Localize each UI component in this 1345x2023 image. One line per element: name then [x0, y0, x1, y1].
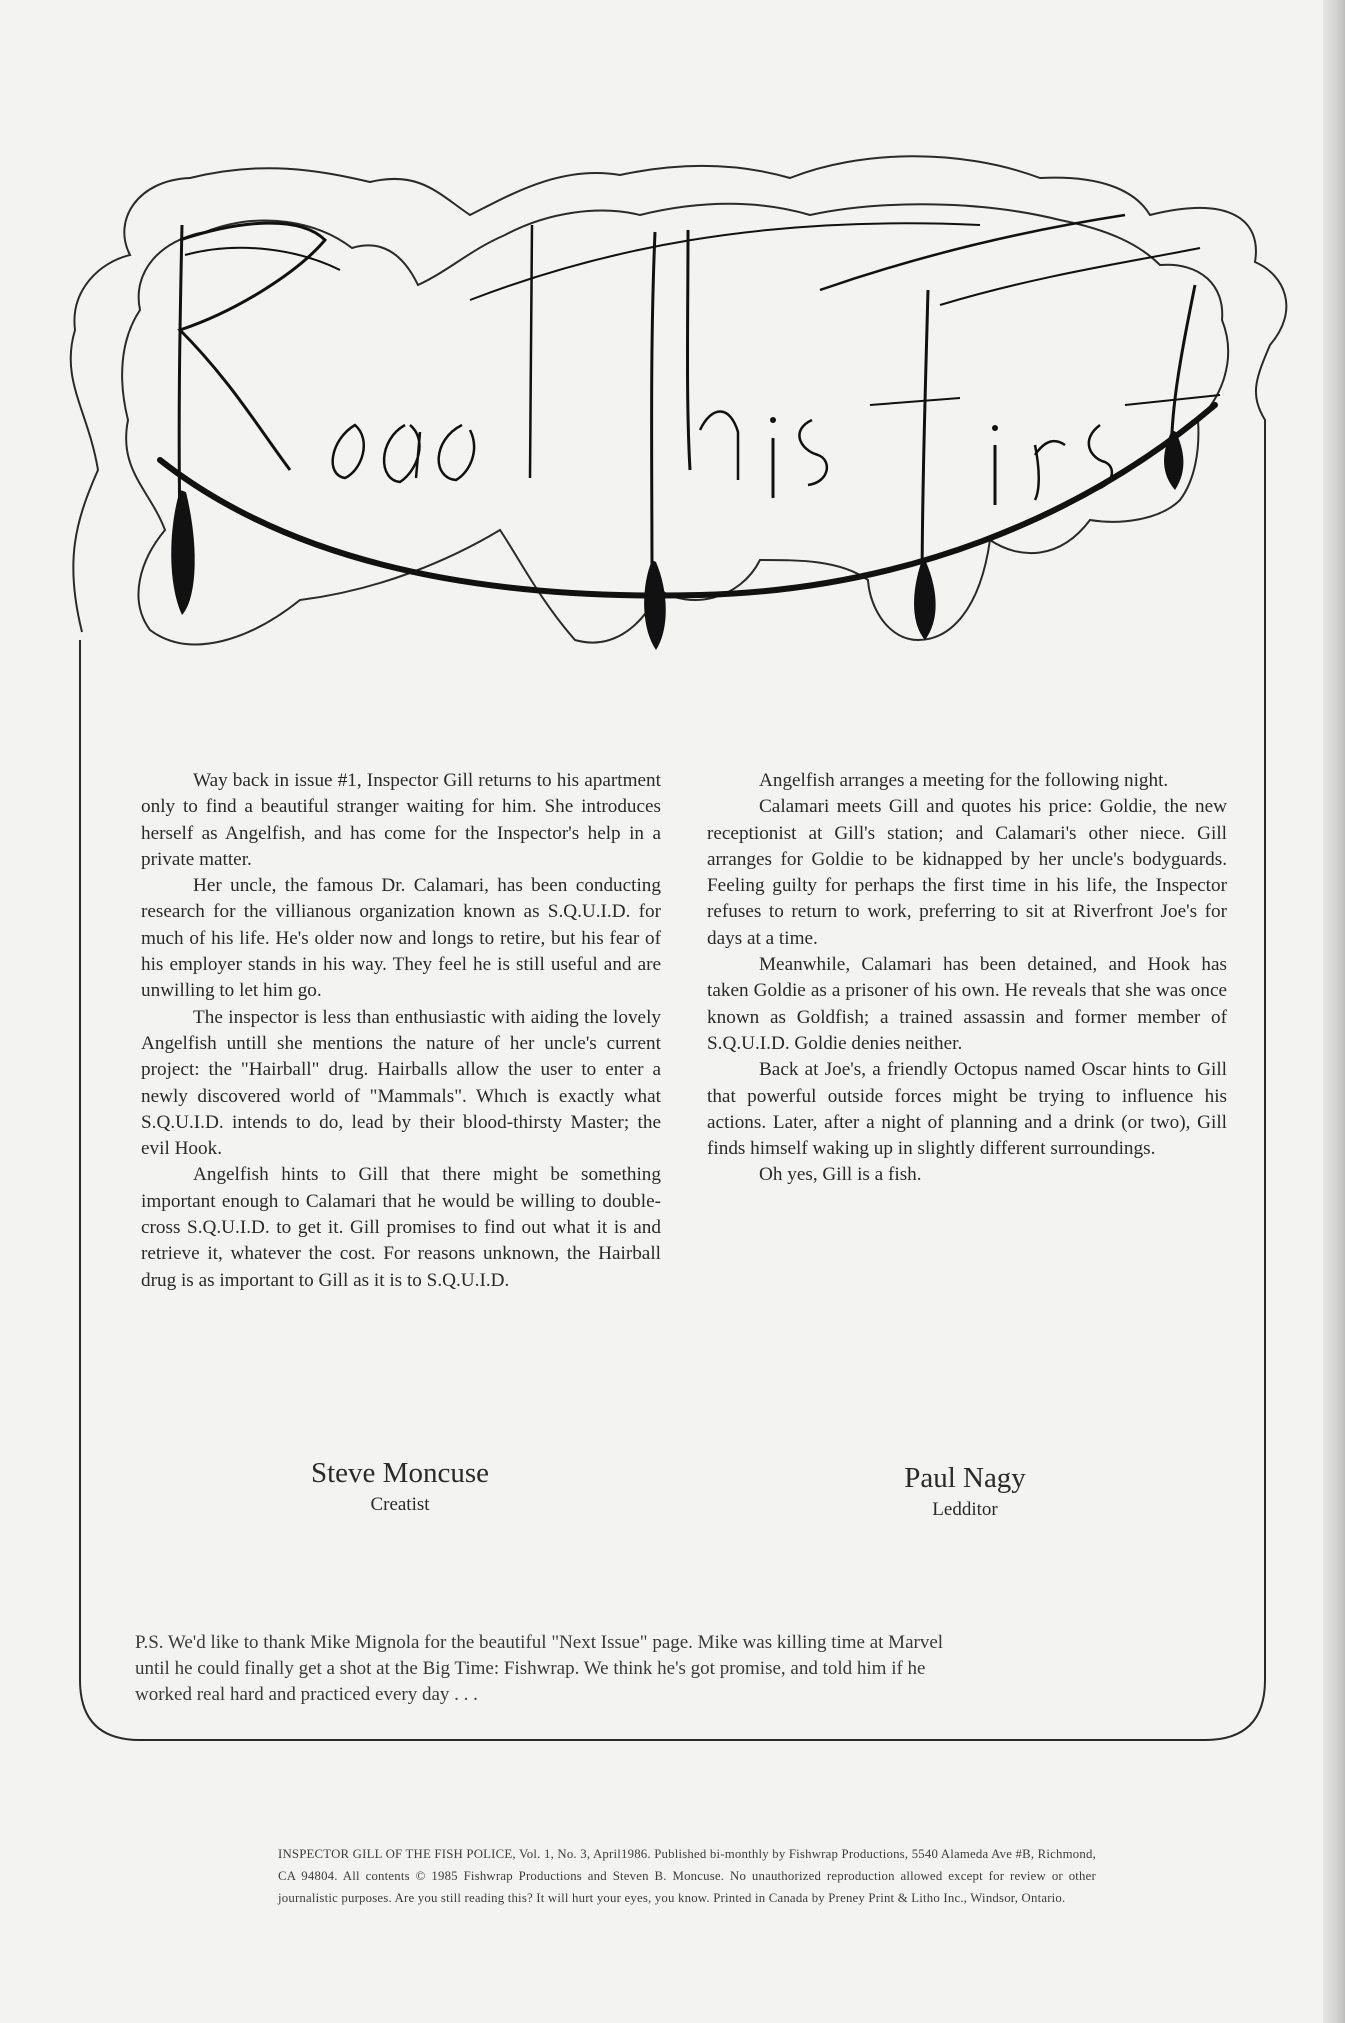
letters-his	[700, 411, 827, 498]
credit-name: Paul Nagy	[904, 1462, 1026, 1494]
indicia-series-title: INSPECTOR GILL OF THE FISH POLICE,	[278, 1847, 516, 1861]
credit-creator	[250, 1455, 550, 1519]
synopsis-paragraph: Angelfish hints to Gill that there might be something important enough to Calamari that he would be willing to double-cross S.Q.U.I.D. to get it. Gill promises to find out what it is and retrieve it, whatever the cost. For reasons unknown, the Hairball drug is as important to Gill as it is to S.Q.U.I.D.	[141, 1164, 661, 1291]
letter-t	[644, 230, 690, 650]
letter-r	[171, 223, 325, 615]
credit-editor	[815, 1460, 1115, 1524]
synopsis-paragraph: Angelfish arranges a meeting for the following night.	[759, 770, 1169, 791]
indicia	[278, 1843, 1096, 1909]
synopsis-paragraph: Back at Joe's, a friendly Octopus named Oscar hints to Gill that powerful outside forces might be trying to influence his actions. Later, after a night of planning and a drink (or two), Gill finds himself waking up in slightly different surroundings.	[707, 1059, 1227, 1160]
synopsis-paragraph: Meanwhile, Calamari has been detained, and Hook has taken Goldie as a prisoner of his own. He reveals that she was once known as Goldfish; a trained assassin and former member of S.Q.U.I.D. Goldie denies neither.	[707, 954, 1227, 1054]
credit-role: Creatist	[370, 1494, 430, 1515]
synopsis-paragraph: Oh yes, Gill is a fish.	[759, 1164, 922, 1186]
letters-irst	[992, 285, 1220, 505]
synopsis-paragraph: Her uncle, the famous Dr. Calamari, has been conducting research for the villianous organization known as S.Q.U.I.D. for much of his life. He's older now and longs to retire, but his fear of his employer stands in his way. They feel he is still useful and are unwilling to let him go.	[141, 875, 661, 1002]
letters-ead	[333, 225, 532, 482]
synopsis-column-left	[141, 768, 661, 1294]
credit-role: Ledditor	[932, 1499, 998, 1520]
indicia-body: Vol. 1, No. 3, April1986. Published bi-monthly by Fishwrap Productions, 5540 Alameda Ave #B, Richmond, CA 94804. All contents © 1985 Fishwrap Productions and Steven B. Moncuse. No unauthorized reproduction allowed except for review or other journalistic purposes. Are you still reading this? It will hurt your eyes, you know. Printed in Canada by Preney Print & Litho Inc., Windsor, Ontario.	[278, 1847, 1097, 1905]
lettering-outline	[122, 204, 1228, 645]
synopsis-paragraph: The inspector is less than enthusiastic with aiding the lovely Angelfish untill she mentions the nature of her uncle's current project: the "Hairball" drug. Hairballs allow the user to enter a newly discovered world of "Mammals". Whıch is exactly what S.Q.U.I.D. intends to do, lead by their blood-thirsty Master; the evil Hook.	[141, 1006, 661, 1160]
letter-f	[870, 290, 960, 640]
synopsis-paragraph: Way back in issue #1, Inspector Gill returns to his apartment only to find a beautiful stranger waiting for him. She introduces herself as Angelfish, and has come for the Inspector's help in a private matter.	[141, 770, 661, 870]
synopsis-paragraph: Calamari meets Gill and quotes his price: Goldie, the new receptionist at Gill's station; and Calamari's other niece. Gill arranges for Goldie to be kidnapped by her uncle's bodyguards. Feeling guilty for perhaps the first time in his life, the Inspector refuses to return to work, preferring to sit at Riverfront Joe's for days at a time.	[707, 796, 1227, 949]
postscript-text: P.S. We'd like to thank Mike Mignola for the beautiful "Next Issue" page. Mike was killing time at Marvel until he could finally get a shot at the Big Time: Fishwrap. We think he's got promise, and told him if he worked real hard and practiced every day . . .	[135, 1632, 944, 1705]
postscript	[135, 1630, 965, 1708]
credit-name: Steve Moncuse	[311, 1457, 489, 1489]
synopsis-column-right	[707, 768, 1227, 1189]
